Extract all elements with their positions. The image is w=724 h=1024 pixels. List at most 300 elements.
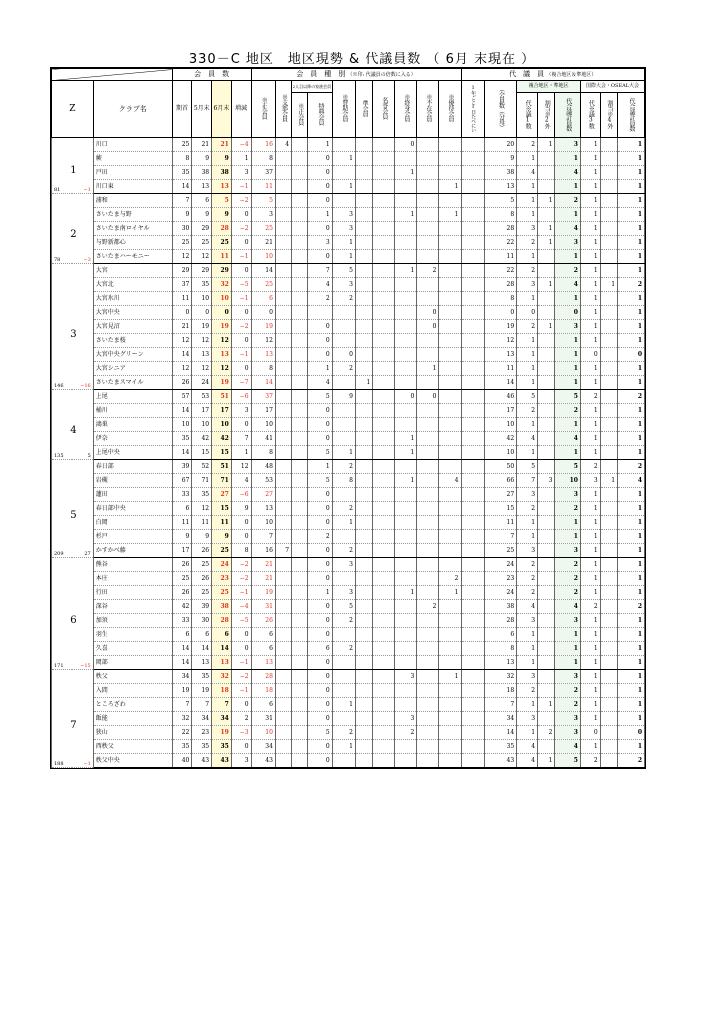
cell-reg: 53 — [251, 474, 275, 488]
cell-jun: 34 — [212, 712, 232, 726]
zone-total-diff: −16 — [80, 383, 91, 389]
cell-i1: 1 — [580, 418, 600, 432]
cell-freg — [292, 236, 308, 250]
cell-branch — [275, 488, 291, 502]
cell-pref — [439, 222, 461, 236]
cell-sup: 1 — [332, 698, 355, 712]
cell-note — [461, 642, 484, 656]
cell-dt: 4 — [555, 278, 581, 292]
cell-dt: 2 — [555, 194, 581, 208]
cell-freg — [292, 670, 308, 684]
cell-may: 17 — [192, 404, 212, 418]
table-row — [52, 656, 645, 670]
cell-i1: 1 — [580, 628, 600, 642]
cell-start: 26 — [172, 558, 192, 572]
cell-jun: 35 — [212, 740, 232, 754]
cell-absent: 0 — [417, 320, 439, 334]
cell-it: 1 — [618, 432, 645, 446]
cell-reg: 13 — [251, 656, 275, 670]
cell-fsp: 1 — [308, 460, 332, 474]
cell-diff: 3 — [231, 754, 251, 768]
cell-life: 1 — [395, 474, 417, 488]
cell-freg — [292, 600, 308, 614]
cell-assoc — [355, 446, 372, 460]
cell-absent — [417, 236, 439, 250]
cell-dt: 1 — [555, 334, 581, 348]
cell-freg — [292, 348, 308, 362]
cell-branch — [275, 516, 291, 530]
cell-note — [461, 404, 484, 418]
cell-i2 — [600, 138, 617, 152]
cell-it: 1 — [618, 250, 645, 264]
cell-base: 10 — [484, 446, 516, 460]
cell-pref — [439, 698, 461, 712]
cell-freg — [292, 376, 308, 390]
cell-dt: 1 — [555, 516, 581, 530]
cell-reg: 8 — [251, 446, 275, 460]
col-absent — [417, 81, 439, 138]
cell-assoc — [355, 138, 372, 152]
cell-start: 57 — [172, 390, 192, 404]
col-diff: 増減 — [231, 81, 251, 138]
cell-life: 1 — [395, 208, 417, 222]
cell-d1: 2 — [517, 502, 538, 516]
cell-freg — [292, 740, 308, 754]
table-row — [52, 530, 645, 544]
table-row — [52, 544, 645, 558]
cell-i1: 2 — [580, 600, 600, 614]
cell-d1: 3 — [517, 712, 538, 726]
cell-i1: 1 — [580, 446, 600, 460]
cell-start: 14 — [172, 446, 192, 460]
cell-honor — [373, 376, 395, 390]
club-name: 春日部 — [93, 460, 172, 474]
cell-it: 0 — [618, 348, 645, 362]
cell-it: 2 — [618, 278, 645, 292]
cell-base: 23 — [484, 572, 516, 586]
cell-may: 13 — [192, 180, 212, 194]
header-member-count: 会 員 数 — [172, 69, 251, 81]
cell-reg: 43 — [251, 754, 275, 768]
cell-start: 25 — [172, 236, 192, 250]
cell-i2 — [600, 488, 617, 502]
cell-fsp: 5 — [308, 446, 332, 460]
cell-i1: 1 — [580, 684, 600, 698]
cell-diff: −1 — [231, 250, 251, 264]
cell-d2: 1 — [538, 222, 555, 236]
cell-start: 12 — [172, 334, 192, 348]
cell-it: 1 — [618, 614, 645, 628]
cell-diff: −6 — [231, 390, 251, 404]
cell-may: 35 — [192, 670, 212, 684]
cell-base: 0 — [484, 306, 516, 320]
cell-sup — [332, 334, 355, 348]
cell-i1: 2 — [580, 390, 600, 404]
cell-i1: 2 — [580, 460, 600, 474]
cell-i2 — [600, 376, 617, 390]
cell-base: 8 — [484, 208, 516, 222]
cell-start: 33 — [172, 614, 192, 628]
cell-d2 — [538, 376, 555, 390]
cell-i2 — [600, 264, 617, 278]
table-row — [52, 628, 645, 642]
cell-d2 — [538, 572, 555, 586]
cell-absent — [417, 544, 439, 558]
cell-honor — [373, 544, 395, 558]
cell-absent: 0 — [417, 390, 439, 404]
cell-fsp: 0 — [308, 670, 332, 684]
col-pref-label: ※優待会員 — [446, 94, 454, 122]
cell-branch: 4 — [275, 138, 291, 152]
cell-honor — [373, 684, 395, 698]
cell-pref — [439, 278, 461, 292]
club-name: 上尾中央 — [93, 446, 172, 460]
table-row — [52, 208, 645, 222]
cell-freg — [292, 320, 308, 334]
cell-reg: 16 — [251, 544, 275, 558]
cell-reg: 5 — [251, 194, 275, 208]
cell-sup: 3 — [332, 586, 355, 600]
cell-start: 30 — [172, 222, 192, 236]
cell-honor — [373, 460, 395, 474]
cell-absent: 2 — [417, 600, 439, 614]
cell-jun: 29 — [212, 264, 232, 278]
cell-start: 14 — [172, 642, 192, 656]
cell-dt: 5 — [555, 460, 581, 474]
cell-sup: 1 — [332, 152, 355, 166]
cell-start: 14 — [172, 180, 192, 194]
cell-d2 — [538, 558, 555, 572]
cell-reg: 0 — [251, 306, 275, 320]
zone-total — [54, 188, 93, 193]
cell-branch — [275, 264, 291, 278]
cell-i2 — [600, 614, 617, 628]
zone-total — [54, 384, 93, 389]
cell-branch — [275, 698, 291, 712]
cell-pref — [439, 264, 461, 278]
cell-life: 1 — [395, 586, 417, 600]
cell-branch — [275, 418, 291, 432]
cell-d1: 2 — [517, 572, 538, 586]
cell-d1: 7 — [517, 474, 538, 488]
cell-branch — [275, 278, 291, 292]
cell-start: 21 — [172, 320, 192, 334]
cell-i2 — [600, 698, 617, 712]
cell-base: 43 — [484, 754, 516, 768]
cell-life — [395, 530, 417, 544]
cell-reg: 28 — [251, 670, 275, 684]
cell-i2 — [600, 432, 617, 446]
cell-absent — [417, 208, 439, 222]
cell-reg: 34 — [251, 740, 275, 754]
cell-assoc — [355, 502, 372, 516]
cell-honor — [373, 586, 395, 600]
cell-freg — [292, 194, 308, 208]
cell-dt: 1 — [555, 530, 581, 544]
cell-may: 12 — [192, 362, 212, 376]
cell-note — [461, 138, 484, 152]
cell-honor — [373, 530, 395, 544]
cell-i1: 1 — [580, 404, 600, 418]
cell-sup: 9 — [332, 390, 355, 404]
cell-life — [395, 754, 417, 768]
cell-i2 — [600, 334, 617, 348]
cell-note — [461, 194, 484, 208]
cell-absent — [417, 656, 439, 670]
zone-total — [54, 258, 93, 263]
cell-it: 1 — [618, 166, 645, 180]
table-row — [52, 250, 645, 264]
col-life — [395, 81, 417, 138]
cell-freg — [292, 446, 308, 460]
cell-jun: 6 — [212, 628, 232, 642]
cell-life: 3 — [395, 670, 417, 684]
cell-note — [461, 530, 484, 544]
cell-diff: −2 — [231, 670, 251, 684]
cell-base: 11 — [484, 362, 516, 376]
cell-d2 — [538, 250, 555, 264]
cell-sup — [332, 670, 355, 684]
cell-i1: 1 — [580, 194, 600, 208]
cell-absent — [417, 446, 439, 460]
cell-absent — [417, 180, 439, 194]
cell-note — [461, 558, 484, 572]
cell-life: 0 — [395, 138, 417, 152]
col-jun: 6月末 — [212, 81, 232, 138]
cell-honor — [373, 292, 395, 306]
cell-honor — [373, 656, 395, 670]
cell-i2 — [600, 194, 617, 208]
table-row — [52, 558, 645, 572]
cell-base: 6 — [484, 628, 516, 642]
cell-base: 7 — [484, 530, 516, 544]
zone-cell — [52, 138, 94, 194]
cell-dt: 1 — [555, 656, 581, 670]
cell-assoc — [355, 474, 372, 488]
cell-sup — [332, 194, 355, 208]
cell-d1: 2 — [517, 236, 538, 250]
cell-assoc — [355, 180, 372, 194]
cell-life — [395, 460, 417, 474]
cell-assoc — [355, 516, 372, 530]
header-delegates — [461, 69, 645, 81]
col-assoc-label: 準会員 — [361, 99, 369, 117]
cell-d2: 1 — [538, 278, 555, 292]
cell-branch — [275, 614, 291, 628]
cell-i1: 1 — [580, 432, 600, 446]
cell-note — [461, 600, 484, 614]
col-note — [461, 81, 484, 138]
cell-branch — [275, 558, 291, 572]
cell-note — [461, 502, 484, 516]
cell-note — [461, 320, 484, 334]
cell-freg — [292, 432, 308, 446]
cell-fsp: 5 — [308, 726, 332, 740]
cell-start: 67 — [172, 474, 192, 488]
cell-fsp: 0 — [308, 628, 332, 642]
cell-note — [461, 152, 484, 166]
cell-life — [395, 698, 417, 712]
cell-diff: 0 — [231, 306, 251, 320]
cell-fsp: 0 — [308, 222, 332, 236]
cell-absent — [417, 222, 439, 236]
cell-i2 — [600, 250, 617, 264]
cell-it: 1 — [618, 138, 645, 152]
cell-honor — [373, 474, 395, 488]
cell-freg — [292, 754, 308, 768]
cell-fsp: 0 — [308, 754, 332, 768]
col-family-special — [308, 93, 332, 138]
cell-reg: 41 — [251, 432, 275, 446]
cell-reg: 7 — [251, 530, 275, 544]
cell-diff: 1 — [231, 152, 251, 166]
cell-i2 — [600, 446, 617, 460]
cell-dt: 3 — [555, 614, 581, 628]
cell-base: 22 — [484, 264, 516, 278]
cell-fsp: 0 — [308, 712, 332, 726]
cell-freg — [292, 516, 308, 530]
cell-start: 37 — [172, 278, 192, 292]
cell-base: 38 — [484, 600, 516, 614]
cell-diff: −5 — [231, 614, 251, 628]
header-member-types — [251, 69, 461, 81]
cell-honor — [373, 264, 395, 278]
cell-reg: 10 — [251, 418, 275, 432]
cell-d2: 3 — [538, 474, 555, 488]
zone-total-members: 146 — [54, 383, 64, 389]
cell-it: 1 — [618, 404, 645, 418]
cell-sup: 2 — [332, 460, 355, 474]
cell-jun: 14 — [212, 642, 232, 656]
cell-start: 25 — [172, 572, 192, 586]
cell-it: 2 — [618, 460, 645, 474]
cell-may: 0 — [192, 306, 212, 320]
cell-life — [395, 152, 417, 166]
cell-life — [395, 572, 417, 586]
cell-freg — [292, 572, 308, 586]
cell-freg — [292, 208, 308, 222]
club-name: 伊奈 — [93, 432, 172, 446]
cell-base: 9 — [484, 152, 516, 166]
cell-honor — [373, 516, 395, 530]
cell-i1: 1 — [580, 670, 600, 684]
cell-d1: 0 — [517, 306, 538, 320]
cell-absent — [417, 530, 439, 544]
cell-freg — [292, 558, 308, 572]
cell-fsp: 0 — [308, 600, 332, 614]
zone-total-diff: −1 — [83, 761, 91, 767]
cell-pref: 1 — [439, 208, 461, 222]
cell-freg — [292, 502, 308, 516]
cell-branch — [275, 390, 291, 404]
cell-may: 39 — [192, 600, 212, 614]
cell-i2 — [600, 586, 617, 600]
cell-may: 25 — [192, 236, 212, 250]
table-row — [52, 642, 645, 656]
cell-i1: 1 — [580, 614, 600, 628]
cell-pref — [439, 544, 461, 558]
cell-it: 1 — [618, 194, 645, 208]
cell-branch — [275, 586, 291, 600]
cell-it: 1 — [618, 502, 645, 516]
cell-assoc — [355, 166, 372, 180]
cell-may: 19 — [192, 684, 212, 698]
cell-diff: −6 — [231, 488, 251, 502]
cell-dt: 2 — [555, 698, 581, 712]
cell-life — [395, 488, 417, 502]
cell-i2: 1 — [600, 278, 617, 292]
cell-d1: 1 — [517, 516, 538, 530]
cell-d2 — [538, 152, 555, 166]
cell-note — [461, 516, 484, 530]
cell-diff: −2 — [231, 222, 251, 236]
cell-base: 42 — [484, 432, 516, 446]
cell-may: 10 — [192, 418, 212, 432]
cell-base: 66 — [484, 474, 516, 488]
cell-life — [395, 278, 417, 292]
col-dtotal-label: 代合議計員数 — [564, 97, 572, 131]
cell-i2 — [600, 516, 617, 530]
cell-absent — [417, 726, 439, 740]
cell-d2 — [538, 544, 555, 558]
cell-dt: 3 — [555, 320, 581, 334]
cell-assoc — [355, 530, 372, 544]
cell-i2 — [600, 390, 617, 404]
cell-freg — [292, 726, 308, 740]
cell-diff: 0 — [231, 530, 251, 544]
cell-start: 8 — [172, 152, 192, 166]
cell-base: 27 — [484, 488, 516, 502]
cell-may: 35 — [192, 278, 212, 292]
cell-sup: 1 — [332, 180, 355, 194]
cell-dt: 1 — [555, 180, 581, 194]
club-name: 白岡 — [93, 516, 172, 530]
cell-note — [461, 754, 484, 768]
cell-freg — [292, 222, 308, 236]
cell-dt: 0 — [555, 306, 581, 320]
cell-i1: 1 — [580, 222, 600, 236]
club-name: 深谷 — [93, 600, 172, 614]
cell-diff: −2 — [231, 320, 251, 334]
cell-absent — [417, 754, 439, 768]
cell-it: 1 — [618, 642, 645, 656]
cell-freg — [292, 460, 308, 474]
cell-freg — [292, 628, 308, 642]
club-name: さいたま桜 — [93, 334, 172, 348]
cell-honor — [373, 670, 395, 684]
cell-dt: 1 — [555, 152, 581, 166]
col-zone: Z — [52, 81, 94, 138]
cell-base: 13 — [484, 180, 516, 194]
cell-may: 24 — [192, 376, 212, 390]
cell-assoc: 1 — [355, 376, 372, 390]
cell-pref: 1 — [439, 670, 461, 684]
zone-number: 4 — [70, 424, 77, 436]
col-family-note: 2人目以降の家族会員 — [292, 81, 333, 93]
cell-jun: 9 — [212, 530, 232, 544]
cell-i2 — [600, 404, 617, 418]
table-row — [52, 600, 645, 614]
cell-absent — [417, 642, 439, 656]
cell-reg: 8 — [251, 362, 275, 376]
club-name: 岩槻 — [93, 474, 172, 488]
cell-start: 6 — [172, 628, 192, 642]
cell-may: 9 — [192, 208, 212, 222]
cell-dt: 3 — [555, 488, 581, 502]
cell-may: 42 — [192, 432, 212, 446]
table-row — [52, 278, 645, 292]
cell-dt: 1 — [555, 642, 581, 656]
